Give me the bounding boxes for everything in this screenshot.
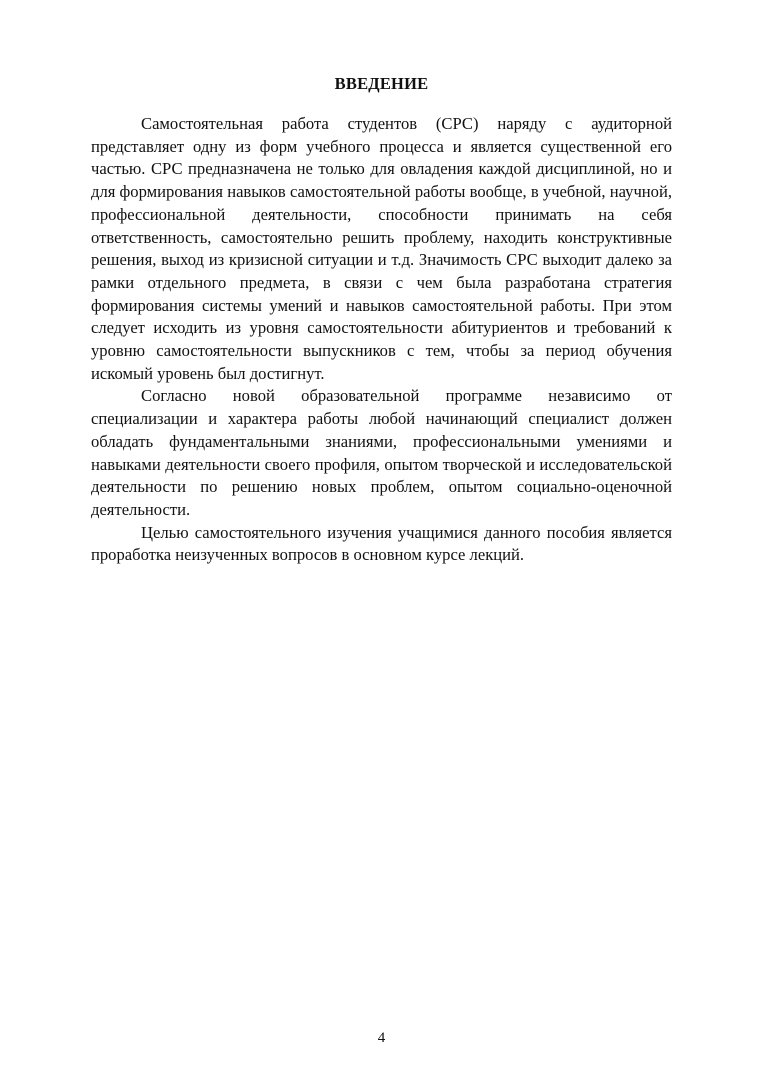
paragraph-1: Самостоятельная работа студентов (СРС) наряду с аудиторной представляет одну из форм учебного процесса и является существенной его частью. СРС предназначена не только для овладения каждой дисциплиной, но и для формирования навыков самостоятельной работы вообще, в учебной, научной, профессиональной деятельности, способности принимать на себя ответственность, самостоятельно решить проблему, находить конструктивные решения, выход из кризисной ситуации и т.д. Значимость СРС выходит далеко за рамки отдельного предмета, в связи с чем была разработана стратегия формирования системы умений и навыков самостоятельной работы. При этом следует исходить из уровня самостоятельности абитуриентов и требований к уровню самостоятельности выпускников с тем, чтобы за период обучения искомый уровень был достигнут. [91,114,672,383]
body-text [91,113,672,567]
paragraph-2: Согласно новой образовательной программе независимо от специализации и характера работы любой начинающий специалист должен обладать фундаментальными знаниями, профессиональными умениями и навыками деятельности своего профиля, опытом творческой и исследовательской деятельности по решению новых проблем, опытом социально-оценочной деятельности. [91,386,672,519]
paragraph-3: Целью самостоятельного изучения учащимися данного пособия является проработка неизученных вопросов в основном курсе лекций. [91,522,672,565]
page-title: ВВЕДЕНИЕ [334,74,429,93]
page-number: 4 [377,1030,386,1046]
